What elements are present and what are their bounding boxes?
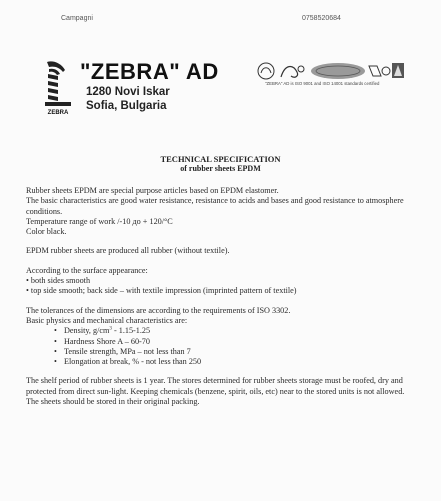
document-body: [26, 186, 418, 407]
certification-note: "ZEBRA" AD is ISO 9001 and ISO 14001 standards certified: [265, 81, 380, 86]
physics-list: [26, 326, 418, 367]
cert-mark-5-icon: [392, 63, 404, 78]
physics-heading: Basic physics and mechanical characteristics are:: [26, 315, 188, 325]
fax-header-left: Campagni: [61, 15, 93, 22]
density-suffix: - 1.15-1.25: [111, 326, 151, 336]
color-line: Color black.: [26, 227, 67, 237]
cert-mark-1-icon: [258, 63, 274, 79]
fax-header-number: 0758520684: [302, 15, 341, 22]
characteristics-paragraph: The basic characteristics are good water resistance, resistance to acids and bases and good resistance to atmosphere conditions.: [26, 196, 404, 216]
address-line-2: Sofia, Bulgaria: [86, 100, 167, 112]
logo-label: ZEBRA: [47, 110, 69, 116]
document-title: TECHNICAL SPECIFICATION: [160, 154, 281, 164]
intro-paragraph: Rubber sheets EPDM are special purpose articles based on EPDM elastomer.: [26, 186, 279, 195]
cert-mark-4-icon: [369, 66, 390, 76]
temperature-line: Temperature range of work /-10 до + 120/°C: [26, 216, 173, 226]
list-item: • Tensile strength, MPa – not less than 7: [54, 347, 418, 357]
list-item: • both sides smooth: [26, 276, 91, 286]
company-name: "ZEBRA" AD: [80, 59, 219, 84]
surface-list: [26, 276, 418, 297]
fax-header: [0, 15, 441, 27]
list-item: [54, 326, 418, 336]
cert-mark-2-icon: [281, 66, 304, 77]
all-rubber-line: EPDM rubber sheets are produced all rubber (without textile).: [26, 246, 230, 256]
tolerances-line: The tolerances of the dimensions are according to the requirements of ISO 3302.: [26, 305, 291, 315]
density-sup: 3: [109, 326, 112, 332]
cert-mark-3-icon: [311, 63, 365, 79]
certification-logos: [255, 60, 405, 82]
list-item: • Elongation at break, % - not less than 250: [54, 357, 418, 367]
document-subtitle: of rubber sheets EPDM: [180, 164, 261, 173]
address-line-1: 1280 Novi Iskar: [86, 86, 170, 98]
shelf-paragraph: The shelf period of rubber sheets is 1 year. The stores determined for rubber sheets storage must be roofed, dry and protected from direct sun-light. Keeping chemicals (benzene, spirit, oils, etc) near to the stored units is not allowed. The sheets should be stored in their original packing.: [26, 376, 405, 407]
density-prefix: Density, g/cm: [64, 326, 110, 336]
surface-heading: According to the surface appearance:: [26, 265, 148, 275]
list-item: • Hardness Shore A – 60-70: [54, 337, 418, 347]
list-item: • top side smooth; back side – with textile impression (imprinted pattern of textile): [26, 286, 297, 296]
zebra-logo: [43, 60, 73, 116]
